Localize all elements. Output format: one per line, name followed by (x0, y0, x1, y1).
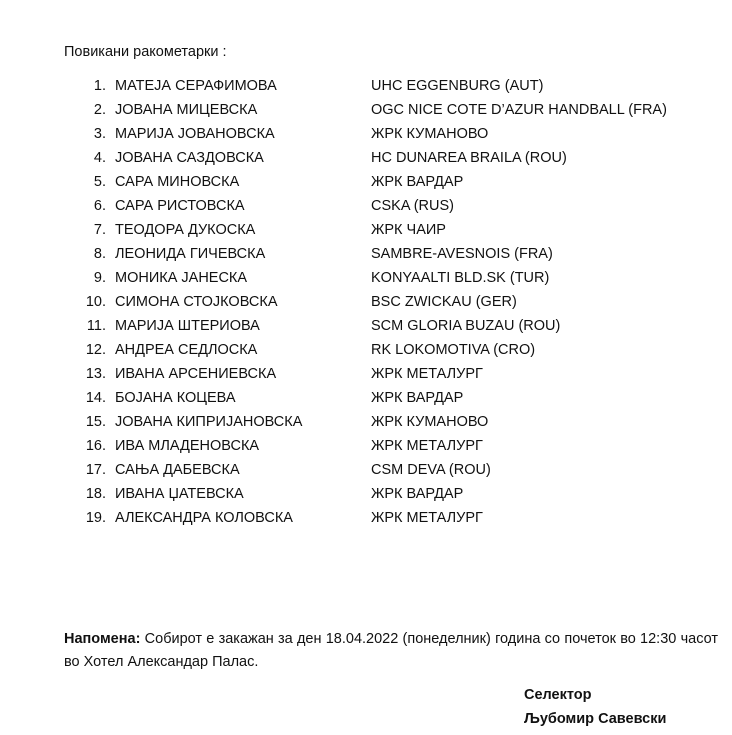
player-number: 12. (85, 342, 106, 358)
player-row (0, 173, 732, 197)
player-club: ЖРК КУМАНОВО (371, 126, 489, 142)
player-club: ЖРК ВАРДАР (371, 174, 464, 190)
player-number: 4. (93, 150, 106, 166)
player-club: SCM GLORIA BUZAU (ROU) (371, 318, 561, 334)
player-number: 8. (93, 246, 106, 262)
player-row (0, 413, 732, 437)
player-row (0, 485, 732, 509)
player-row (0, 461, 732, 485)
player-name: БОЈАНА КОЦЕВА (115, 390, 236, 406)
player-club: CSM DEVA (ROU) (371, 462, 491, 478)
player-name: САРА РИСТОВСКА (115, 198, 245, 214)
signature-block (524, 683, 666, 731)
player-club: ЖРК МЕТАЛУРГ (371, 510, 483, 526)
player-row (0, 197, 732, 221)
player-club: RK LOKOMOTIVA (CRO) (371, 342, 536, 358)
player-name: ТЕОДОРА ДУКОСКА (115, 222, 256, 238)
player-number: 19. (85, 510, 106, 526)
player-name: СИМОНА СТОЈКОВСКА (115, 294, 278, 310)
player-row (0, 77, 732, 101)
player-row (0, 125, 732, 149)
player-number: 13. (85, 366, 106, 382)
player-club: ЖРК МЕТАЛУРГ (371, 438, 483, 454)
player-number: 6. (93, 198, 106, 214)
player-number: 18. (85, 486, 106, 502)
player-row (0, 245, 732, 269)
player-number: 5. (93, 174, 106, 190)
player-name: САЊА ДАБЕВСКА (115, 462, 240, 478)
player-number: 17. (85, 462, 106, 478)
roster-heading: Повикани ракометарки : (64, 44, 227, 60)
player-name: МОНИКА ЈАНЕСКА (115, 270, 248, 286)
player-number: 10. (85, 294, 106, 310)
player-number: 11. (86, 318, 106, 334)
player-club: ЖРК ВАРДАР (371, 486, 464, 502)
player-club: BSC ZWICKAU (GER) (371, 294, 517, 310)
player-row (0, 101, 732, 125)
player-number: 16. (85, 438, 106, 454)
player-number: 2. (93, 102, 106, 118)
note-label: Напомена: (64, 631, 141, 647)
player-club: CSKA (RUS) (371, 198, 454, 214)
player-row (0, 365, 732, 389)
player-name: САРА МИНОВСКА (115, 174, 240, 190)
signature-name: Љубомир Савевски (524, 711, 667, 727)
note-paragraph (64, 628, 718, 674)
player-name: АНДРЕА СЕДЛОСКА (115, 342, 258, 358)
signature-title: Селектор (524, 687, 592, 703)
note-text: Собирот е закажан за ден 18.04.2022 (понеделник) година со почеток во 12:30 часот во Хотел Александар Палас. (64, 631, 718, 670)
player-name: ЛЕОНИДА ГИЧЕВСКА (115, 246, 266, 262)
player-row (0, 509, 732, 533)
player-row (0, 221, 732, 245)
player-roster (0, 77, 732, 533)
player-number: 15. (85, 414, 106, 430)
player-club: HC DUNAREA BRAILA (ROU) (371, 150, 567, 166)
player-name: АЛЕКСАНДРА КОЛОВСКА (115, 510, 293, 526)
player-name: МАРИЈА ШТЕРИОВА (115, 318, 260, 334)
player-number: 9. (93, 270, 106, 286)
player-club: OGC NICE COTE D’AZUR HANDBALL (FRA) (371, 102, 667, 118)
player-number: 1. (93, 78, 106, 94)
player-name: ЈОВАНА КИПРИЈАНОВСКА (115, 414, 303, 430)
player-club: ЖРК КУМАНОВО (371, 414, 489, 430)
player-name: ИВА МЛАДЕНОВСКА (115, 438, 260, 454)
player-name: ЈОВАНА САЗДОВСКА (115, 150, 264, 166)
player-number: 7. (93, 222, 106, 238)
player-row (0, 317, 732, 341)
player-club: SAMBRE-AVESNOIS (FRA) (371, 246, 553, 262)
player-name: МАТЕЈА СЕРАФИМОВА (115, 78, 277, 94)
player-row (0, 293, 732, 317)
player-club: ЖРК ЧАИР (371, 222, 446, 238)
player-name: МАРИЈА ЈОВАНОВСКА (115, 126, 275, 142)
player-club: UHC EGGENBURG (AUT) (371, 78, 544, 94)
player-row (0, 389, 732, 413)
player-name: ЈОВАНА МИЦЕВСКА (115, 102, 258, 118)
player-number: 3. (93, 126, 106, 142)
player-number: 14. (85, 390, 106, 406)
player-club: KONYAALTI BLD.SK (TUR) (371, 270, 550, 286)
player-name: ИВАНА АРСЕНИЕВСКА (115, 366, 277, 382)
player-club: ЖРК МЕТАЛУРГ (371, 366, 483, 382)
player-row (0, 437, 732, 461)
player-club: ЖРК ВАРДАР (371, 390, 464, 406)
player-row (0, 269, 732, 293)
player-row (0, 149, 732, 173)
player-name: ИВАНА ЏАТЕВСКА (115, 486, 244, 502)
player-row (0, 341, 732, 365)
